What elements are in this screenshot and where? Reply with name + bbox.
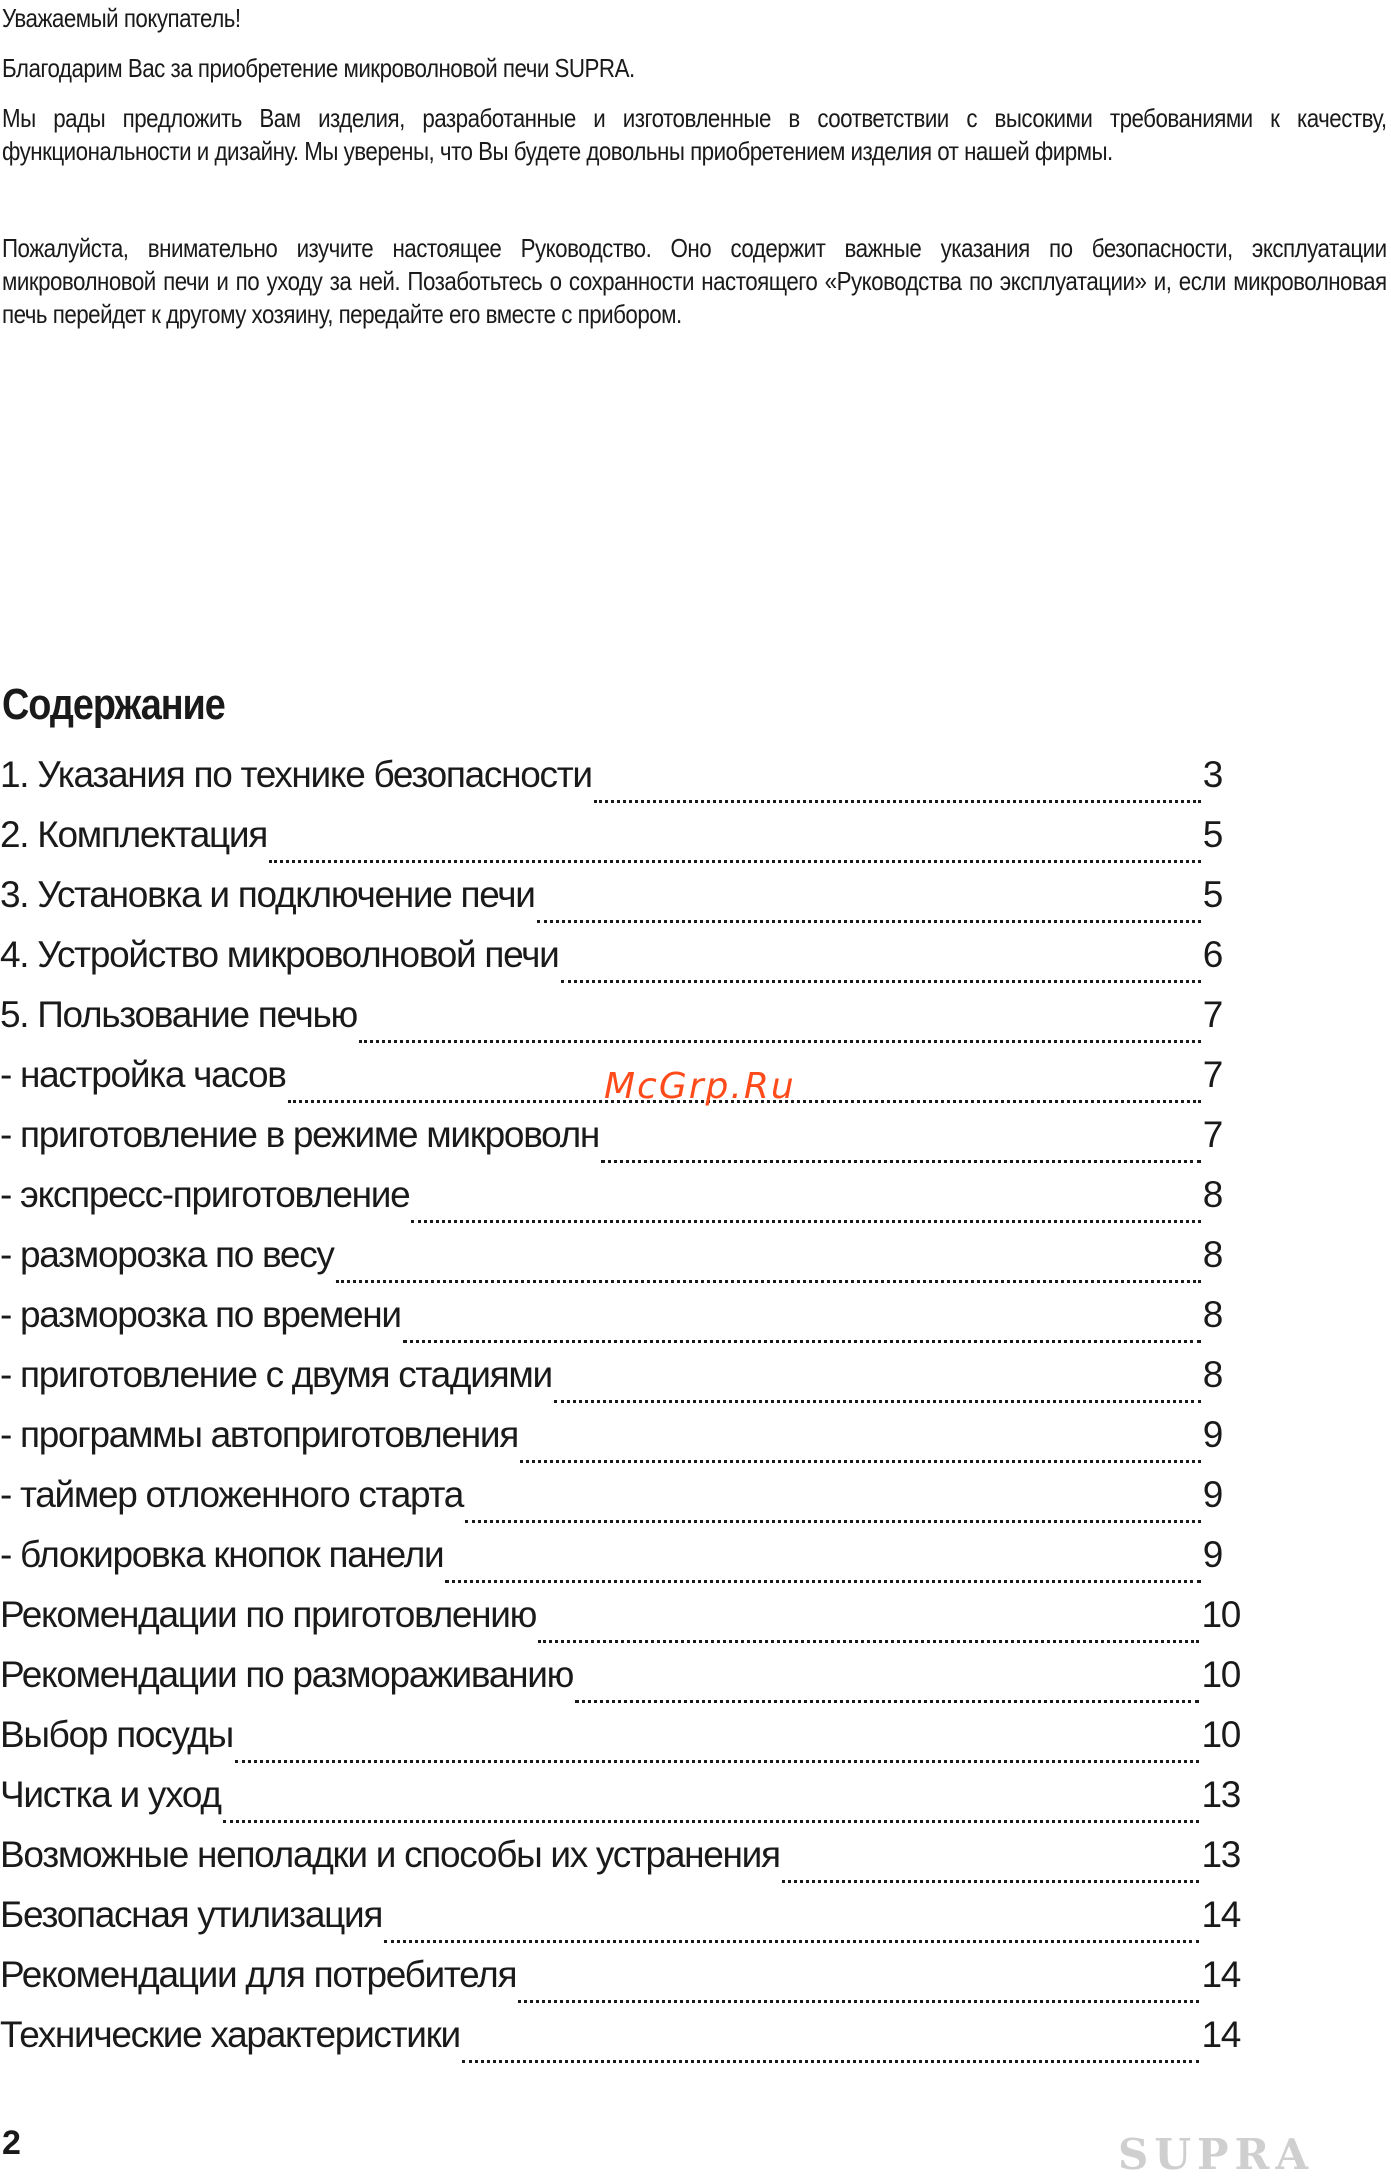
toc-entry-page: 8 <box>1202 1294 1222 1335</box>
toc-entry-label: - разморозка по весу <box>0 1234 334 1275</box>
toc-entry-label: Рекомендации по приготовлению <box>0 1594 537 1635</box>
toc-entry-page: 8 <box>1202 1354 1222 1395</box>
toc-entry-page: 5 <box>1202 874 1222 915</box>
toc-entry-page: 5 <box>1202 814 1222 855</box>
toc-entry-page: 14 <box>1201 1894 1240 1935</box>
toc-entry[interactable] <box>0 934 1222 994</box>
dot-leader <box>601 1159 1201 1163</box>
toc-entry-label: 1. Указания по технике безопасности <box>0 754 592 795</box>
toc-entry-page: 10 <box>1201 1654 1240 1695</box>
toc-entry-page: 9 <box>1202 1534 1222 1575</box>
toc-entry-label: 3. Установка и подключение печи <box>0 874 535 915</box>
dot-leader <box>384 1939 1199 1943</box>
toc-entry-label: 5. Пользование печью <box>0 994 357 1035</box>
dot-leader <box>235 1759 1200 1763</box>
toc-entry-label: Рекомендации для потребителя <box>0 1954 517 1995</box>
toc-entry-label: Безопасная утилизация <box>0 1894 383 1935</box>
toc-entry[interactable] <box>0 1174 1222 1234</box>
toc-entry[interactable] <box>0 994 1222 1054</box>
toc-entry[interactable] <box>0 1234 1222 1294</box>
toc-entry[interactable] <box>0 2014 1240 2074</box>
toc-title: Содержание <box>2 680 225 729</box>
toc-entry[interactable] <box>0 1834 1240 1894</box>
toc-entry-label: - блокировка кнопок панели <box>0 1534 444 1575</box>
toc-entry-label: - приготовление с двумя стадиями <box>0 1354 552 1395</box>
dot-leader <box>445 1579 1200 1583</box>
toc-entry-page: 7 <box>1202 1114 1222 1155</box>
toc-entry[interactable] <box>0 1954 1240 2014</box>
toc-entry-page: 9 <box>1202 1474 1222 1515</box>
toc-entry-label: - таймер отложенного старта <box>0 1474 464 1515</box>
toc-entry-page: 6 <box>1202 934 1222 975</box>
toc-entry-label: - программы автоприготовления <box>0 1414 518 1455</box>
toc-entry-page: 10 <box>1201 1714 1240 1755</box>
dot-leader <box>554 1399 1201 1403</box>
intro-paragraph-2: Пожалуйста, внимательно изучите настоящее Руководство. Оно содержит важные указания по безопасности, эксплуатации микроволновой печи и по уходу за ней. Позаботьтесь о сохранности настоящего «Руководства по эксплуатации» и, если микроволновая печь перейдет к другому хозяину, передайте его вместе с прибором. <box>2 233 1387 329</box>
toc-entry-page: 13 <box>1201 1834 1240 1875</box>
toc-entry-page: 3 <box>1202 754 1222 795</box>
toc-entry[interactable] <box>0 814 1222 874</box>
page-number: 2 <box>2 2124 21 2162</box>
dot-leader <box>782 1879 1200 1883</box>
toc-entry[interactable] <box>0 754 1222 814</box>
toc-entry-page: 13 <box>1201 1774 1240 1815</box>
toc-entry-label: Чистка и уход <box>0 1774 221 1815</box>
toc-entry[interactable] <box>0 1294 1222 1354</box>
greeting: Уважаемый покупатель! <box>2 3 241 33</box>
toc-entry[interactable] <box>0 1354 1222 1414</box>
toc-entry-page: 8 <box>1202 1174 1222 1215</box>
toc-entry[interactable] <box>0 1414 1222 1474</box>
toc-entry[interactable] <box>0 1654 1240 1714</box>
dot-leader <box>462 2059 1200 2063</box>
toc-entry-label: Выбор посуды <box>0 1714 233 1755</box>
brand-logo: SUPRA <box>1118 2130 1315 2179</box>
toc-entry-page: 7 <box>1202 1054 1222 1095</box>
toc-entry-label: - разморозка по времени <box>0 1294 401 1335</box>
toc-entry[interactable] <box>0 1894 1240 1954</box>
toc-entry[interactable] <box>0 1594 1240 1654</box>
dot-leader <box>403 1339 1201 1343</box>
dot-leader <box>336 1279 1201 1283</box>
toc-entry-page: 14 <box>1201 1954 1240 1995</box>
dot-leader <box>269 859 1201 863</box>
toc-entry[interactable] <box>0 1714 1240 1774</box>
toc-entry[interactable] <box>0 874 1222 934</box>
dot-leader <box>520 1459 1201 1463</box>
toc-entry-label: - экспресс-приготовление <box>0 1174 410 1215</box>
watermark: McGrp.Ru <box>604 1066 796 1107</box>
dot-leader <box>223 1819 1200 1823</box>
dot-leader <box>575 1699 1199 1703</box>
toc-entry[interactable] <box>0 1534 1222 1594</box>
dot-leader <box>411 1219 1200 1223</box>
toc-entry-page: 8 <box>1202 1234 1222 1275</box>
dot-leader <box>538 1639 1199 1643</box>
toc-entry-label: Рекомендации по размораживанию <box>0 1654 574 1695</box>
toc-entry-page: 10 <box>1201 1594 1240 1635</box>
toc-entry-label: Возможные неполадки и способы их устранения <box>0 1834 780 1875</box>
toc-entry-page: 7 <box>1202 994 1222 1035</box>
toc-entry[interactable] <box>0 1474 1222 1534</box>
toc-entry-label: Технические характеристики <box>0 2014 460 2055</box>
dot-leader <box>359 1039 1201 1043</box>
dot-leader <box>537 919 1201 923</box>
dot-leader <box>594 799 1201 803</box>
toc-entry-label: - настройка часов <box>0 1054 286 1095</box>
toc-entry[interactable] <box>0 1114 1222 1174</box>
toc-entry[interactable] <box>0 1774 1240 1834</box>
toc-entry-page: 9 <box>1202 1414 1222 1455</box>
toc-entry-page: 14 <box>1201 2014 1240 2055</box>
dot-leader <box>465 1519 1201 1523</box>
thanks-line: Благодарим Вас за приобретение микроволновой печи SUPRA. <box>2 53 635 83</box>
toc-entry-label: 4. Устройство микроволновой печи <box>0 934 559 975</box>
toc-entry-label: - приготовление в режиме микроволн <box>0 1114 600 1155</box>
dot-leader <box>561 979 1201 983</box>
intro-paragraph-1: Мы рады предложить Вам изделия, разработанные и изготовленные в соответствии с высокими требованиями к качеству, функциональности и дизайну. Мы уверены, что Вы будете довольны приобретением изделия от нашей фирмы. <box>2 103 1387 166</box>
dot-leader <box>518 1999 1199 2003</box>
toc-entry-label: 2. Комплектация <box>0 814 268 855</box>
